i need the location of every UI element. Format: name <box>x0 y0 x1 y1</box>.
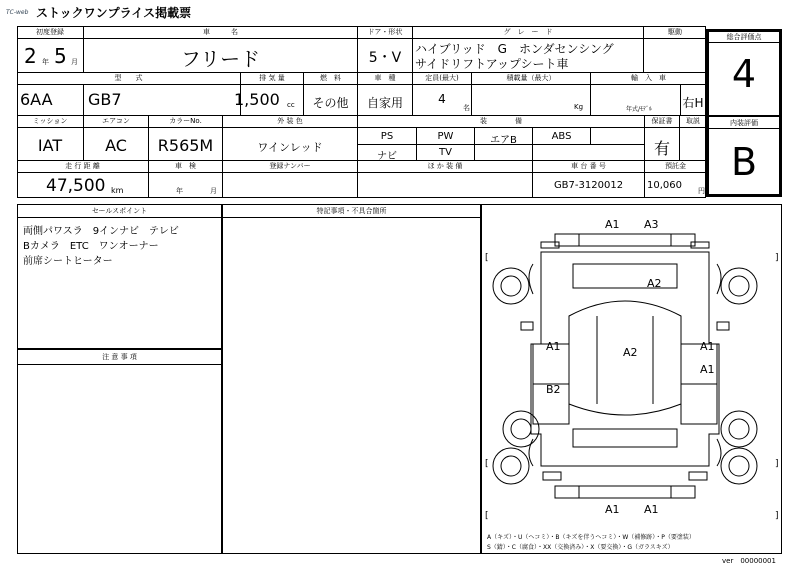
label-load: 積載量（最大） <box>506 74 556 82</box>
grade-line1: ハイブリッド G ホンダセンシング <box>415 42 614 56</box>
label-manual: 取説 <box>686 117 700 125</box>
mark-right-a1-lower: A1 <box>700 363 715 376</box>
km-unit: km <box>111 186 124 195</box>
label-chassis-no: 車 台 番 号 <box>571 162 606 170</box>
label-first-reg: 初度登録 <box>36 28 64 36</box>
label-interior-score: 内装評価 <box>730 119 758 127</box>
exterior-color: ワインレッド <box>257 141 323 154</box>
equip-tv: TV <box>439 147 452 158</box>
handle: 右H <box>682 96 704 110</box>
car-diagram <box>481 204 782 554</box>
chassis-no: GB7-3120012 <box>553 180 624 191</box>
version: ver 00000001 <box>722 557 776 565</box>
equip-airbag: エアB <box>490 135 517 146</box>
reg-year: 2 <box>24 44 37 68</box>
kg-unit: Kg <box>574 103 584 111</box>
label-mission: ミッション <box>32 117 68 125</box>
label-category: 車 種 <box>374 74 396 82</box>
door-shape: 5・V <box>368 50 402 66</box>
equip-abs: ABS <box>551 131 572 142</box>
color-no: R565M <box>157 136 214 155</box>
label-displacement: 排 気 量 <box>259 74 285 82</box>
svg-text:]: ] <box>775 253 779 263</box>
label-door-shape: ドア・形状 <box>367 28 403 36</box>
label-warranty: 保証書 <box>651 117 673 125</box>
label-capacity: 定員(最大) <box>425 74 459 82</box>
mark-hood: A2 <box>647 277 662 290</box>
inspection-year-unit: 年 <box>176 187 183 195</box>
grade-line2: サイドリフトアップシート車 <box>415 57 569 71</box>
label-sales-points: セールスポイント <box>91 207 148 215</box>
label-other-equipment: ほ か 装 備 <box>427 162 463 170</box>
label-model: 型 式 <box>114 74 143 82</box>
inspection-month-unit: 月 <box>210 187 217 195</box>
label-equipment: 装 備 <box>480 117 522 125</box>
logo: TC-web <box>6 9 29 16</box>
reg-month-unit: 月 <box>71 58 78 66</box>
aircon: AC <box>105 136 127 155</box>
model-code: GB7 <box>88 90 122 109</box>
svg-text:[: [ <box>485 253 489 263</box>
svg-text:[: [ <box>485 511 489 521</box>
displacement: 1,500 <box>234 90 280 109</box>
warranty: 有 <box>653 139 670 158</box>
svg-text:]: ] <box>775 459 779 469</box>
label-plate: 登録ナンバー <box>269 162 311 170</box>
label-notes: 特記事項・不具合箇所 <box>316 207 387 215</box>
sales-point-2: Bカメラ ETC ワンオーナー <box>23 241 159 252</box>
label-fuel: 燃 料 <box>320 74 341 82</box>
label-color-no: カラーNo. <box>169 117 202 125</box>
legend-line-1: A（キズ）・U（ヘコミ）・B（キズを伴うヘコミ）・W（補修跡）・P（要塗装） <box>487 534 695 541</box>
reg-year-unit: 年 <box>42 58 49 66</box>
mileage: 47,500 <box>46 176 106 196</box>
capacity: 4 <box>438 92 446 106</box>
caution-box <box>17 349 222 554</box>
mark-rear-a1-right: A1 <box>644 503 659 516</box>
label-import: 輸 入 車 <box>631 74 666 82</box>
svg-text:[: [ <box>485 459 489 469</box>
label-caution: 注 意 事 項 <box>102 353 137 361</box>
cc-unit: cc <box>287 101 295 109</box>
sheet-title: ストックワンプライス掲載票 <box>36 6 192 20</box>
notes-box <box>222 204 481 554</box>
reg-month: 5 <box>54 44 67 68</box>
model-prefix: 6AA <box>20 90 53 109</box>
label-inspection: 車 検 <box>175 162 196 170</box>
label-aircon: エアコン <box>102 117 130 125</box>
label-car-name: 車 名 <box>203 28 238 36</box>
sales-point-1: 両側パワスラ 9インナビ テレビ <box>23 226 179 237</box>
fuel: その他 <box>312 96 349 110</box>
mission: IAT <box>37 136 63 155</box>
svg-text:]: ] <box>775 511 779 521</box>
sales-point-3: 前席シートヒーター <box>23 256 113 267</box>
mark-rear-a1-left: A1 <box>605 503 620 516</box>
mark-left-b2: B2 <box>546 383 561 396</box>
label-price: 預託金 <box>665 162 686 170</box>
car-name: フリード <box>180 47 261 71</box>
mark-front-a1: A1 <box>605 218 620 231</box>
mark-front-a3: A3 <box>644 218 659 231</box>
equip-navi: ナビ <box>377 151 397 162</box>
legend-line-2: S（錆）・C（腐食）・XX（交換済み）・X（要交換）・G（ガラスキズ） <box>487 544 674 551</box>
yen-unit: 円 <box>698 187 705 195</box>
label-overall-score: 総合評価点 <box>726 33 762 41</box>
label-grade: グ レ ー ド <box>503 28 553 36</box>
mark-right-a1-upper: A1 <box>700 340 715 353</box>
interior-score: B <box>730 140 758 184</box>
deposit: 10,060 <box>647 180 682 191</box>
label-drive: 駆動 <box>668 28 682 36</box>
mark-left-a1: A1 <box>546 340 561 353</box>
overall-score: 4 <box>731 52 757 96</box>
label-mileage: 走 行 距 離 <box>65 162 100 170</box>
label-exterior-color: 外 装 色 <box>277 117 303 125</box>
equip-pw: PW <box>437 131 454 142</box>
model-year-unit: 年式/ﾓﾃﾞﾙ <box>626 106 653 113</box>
mark-roof: A2 <box>623 346 638 359</box>
persons-unit: 名 <box>463 104 470 112</box>
category: 自家用 <box>366 96 403 110</box>
equip-ps: PS <box>380 131 394 142</box>
